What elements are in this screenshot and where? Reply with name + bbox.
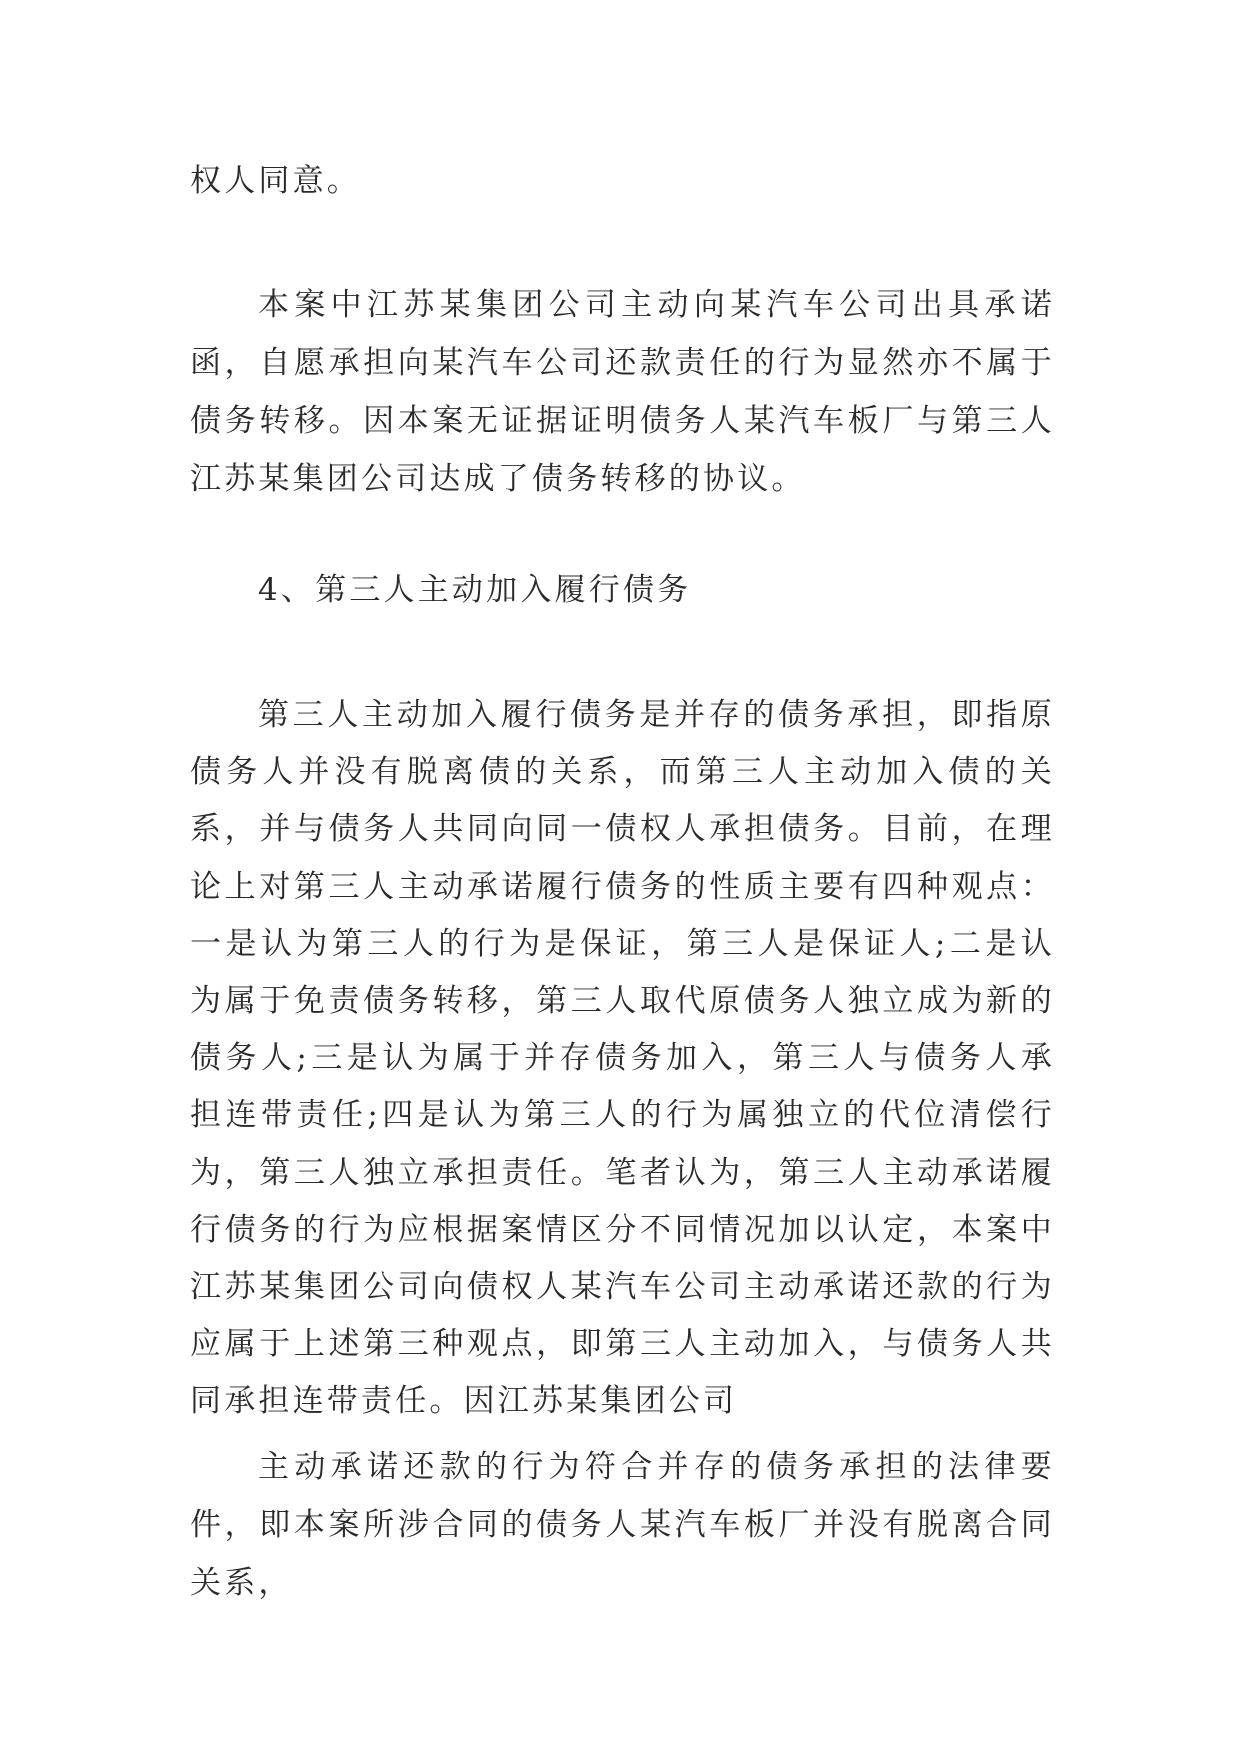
paragraph-continuation: 权人同意。: [190, 163, 361, 199]
paragraph-case-analysis: 本案中江苏某集团公司主动向某汽车公司出具承诺函，自愿承担向某汽车公司还款责任的行为显然亦不属于债务转移。因本案无证据证明债务人某汽车板厂与第三人江苏某集团公司达成了债务转移的协议。: [190, 287, 1055, 497]
section-heading: 4、第三人主动加入履行债务: [258, 572, 692, 608]
paragraph-legal-elements: 主动承诺还款的行为符合并存的债务承担的法律要件，即本案所涉合同的债务人某汽车板厂并没有脱离合同关系，: [190, 1449, 1055, 1601]
paragraph-third-party-joining: 第三人主动加入履行债务是并存的债务承担，即指原债务人并没有脱离债的关系，而第三人主动加入债的关系，并与债务人共同向同一债权人承担债务。目前，在理论上对第三人主动承诺履行债务的性质主要有四种观点：一是认为第三人的行为是保证，第三人是保证人;二是认为属于免责债务转移，第三人取代原债务人独立成为新的债务人;三是认为属于并存债务加入，第三人与债务人承担连带责任;四是认为第三人的行为属独立的代位清偿行为，第三人独立承担责任。笔者认为，第三人主动承诺履行债务的行为应根据案情区分不同情况加以认定，本案中江苏某集团公司向债权人某汽车公司主动承诺还款的行为应属于上述第三种观点，即第三人主动加入，与债务人共同承担连带责任。因江苏某集团公司: [190, 697, 1055, 1420]
